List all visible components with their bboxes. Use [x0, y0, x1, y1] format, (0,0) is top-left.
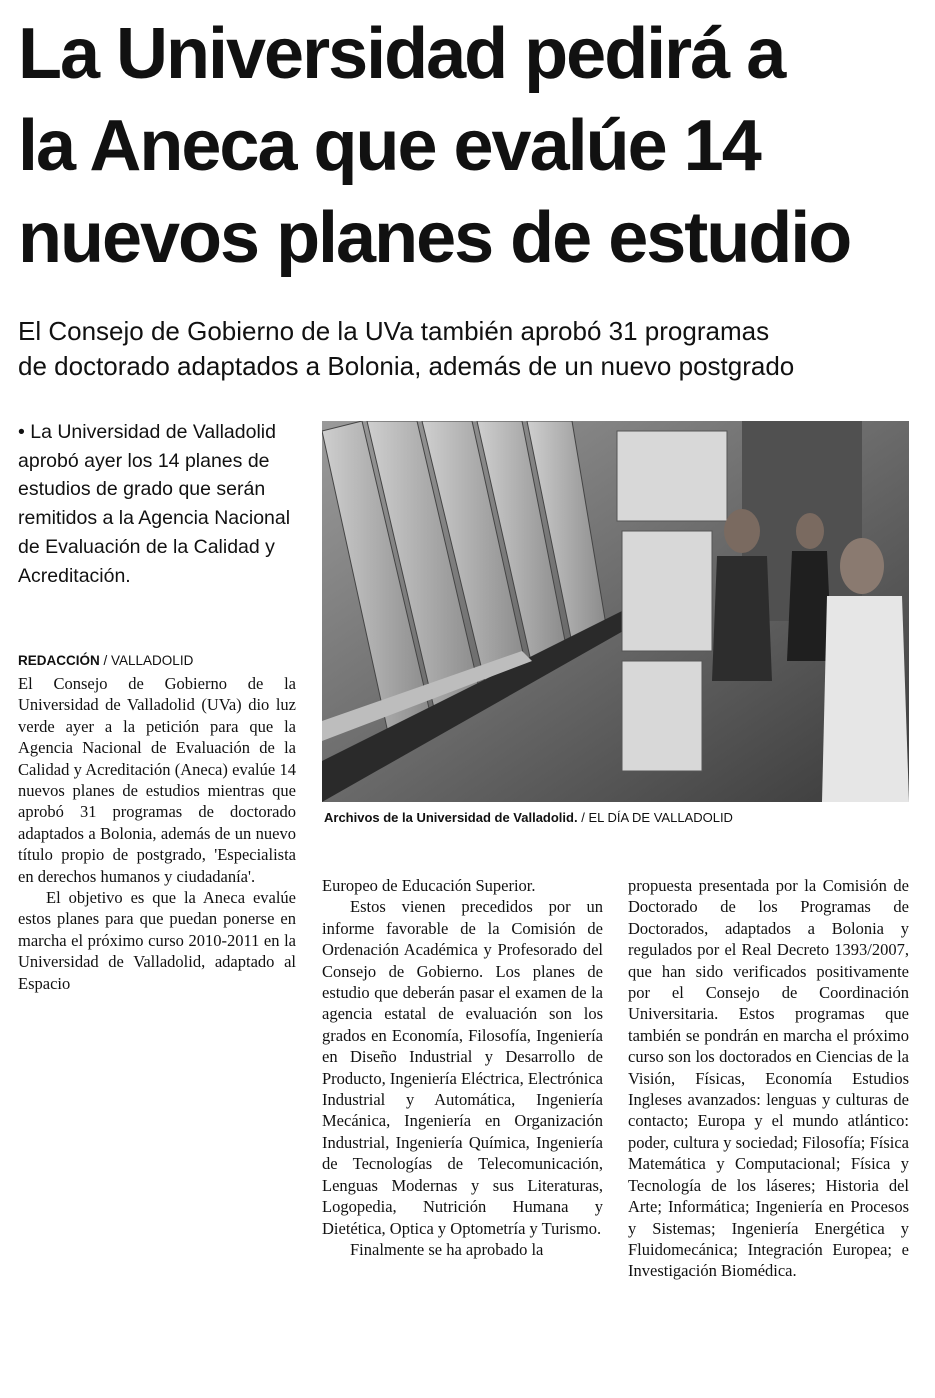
subheadline-line: El Consejo de Gobierno de la UVa también aprobó 31 programas — [18, 316, 770, 346]
article-column-3 — [628, 875, 909, 1282]
photo-caption — [324, 809, 909, 827]
paragraph: Estos vienen precedidos por un informe favorable de la Comisión de Ordenación Académica y Profesorado del Consejo de Gobierno. Los planes de estudio que deberán pasar el examen de la agencia estatal de evaluación son los grados en Economía, Filosofía, Ingeniería en Diseño Industrial y Desarrollo de Producto, Ingeniería Eléctrica, Electrónica Industrial y Automática, Ingeniería Mecánica, Ingeniería en Organización Industrial, Ingeniería Química, Ingeniería de Tecnologías de Telecomunicación, Lenguas Modernas y sus Literaturas, Logopedia, Nutrición Humana y Dietética, Optica y Optometría y Turismo. — [322, 897, 603, 1238]
paragraph: propuesta presentada por la Comisión de Doctorado de los Programas de Doctorados, adaptados a Bolonia y regulados por el Real Decreto 1393/2007, que han sido verificados positivamente por el Consejo de Coordinación Universitaria. Estos programas que también se pondrán en marcha el próximo curso son los doctorados en Ciencias de la Visión, Físicas, Economía Estudios Ingleses avanzados: lenguas y culturas de contacto; Europa y el mundo atlántico: poder, cultura y sociedad; Filosofía; Física Matemática y Computacional; Física y Tecnología de los láseres; Historia del Arte; Informática; Ingeniería en Procesos y Sistemas; Ingeniería Energética y Fluidomecánica; Integración Europea; e Investigación Biomédica. — [628, 876, 909, 1281]
headline-line: La Universidad pedirá a — [18, 14, 785, 94]
article-column-1 — [18, 673, 296, 994]
subheadline — [18, 314, 918, 384]
paragraph: Finalmente se ha aprobado la — [350, 1239, 544, 1259]
headline — [18, 8, 918, 284]
byline-location: / VALLADOLID — [103, 653, 194, 668]
subheadline-line: de doctorado adaptados a Bolonia, además de un nuevo postgrado — [18, 351, 795, 381]
lead-summary: • La Universidad de Valladolid aprobó ayer los 14 planes de estudios de grado que serán remitidos a la Agencia Nacional de Evaluación de la Calidad y Acreditación. — [18, 421, 291, 587]
archive-photo-image — [322, 421, 909, 802]
paragraph: El objetivo es que la Aneca evalúe estos planes para que puedan ponerse en marcha el próximo curso 2010-2011 en la Universidad de Valladolid, adaptado al Espacio — [18, 888, 296, 993]
headline-line: la Aneca que evalúe 14 — [18, 106, 760, 186]
paragraph: El Consejo de Gobierno de la Universidad de Valladolid (UVa) dio luz verde ayer a la petición para que la Agencia Nacional de Evaluación de la Calidad y Acreditación (Aneca) evalúe 14 nuevos planes de estudios mientras que aprobó 31 programas de doctorado adaptados a Bolonia, además de un nuevo título propio de postgrado, 'Especialista en derechos humanos y ciudadanía'. — [18, 674, 296, 886]
archive-photo — [322, 421, 909, 802]
paragraph: Europeo de Educación Superior. — [322, 876, 536, 895]
photo-credit: / EL DÍA DE VALLADOLID — [581, 810, 733, 825]
caption-text: Archivos de la Universidad de Valladolid. — [324, 810, 578, 825]
headline-line: nuevos planes de estudio — [18, 198, 851, 278]
byline — [18, 651, 303, 671]
byline-author: REDACCIÓN — [18, 653, 100, 668]
article-column-2 — [322, 875, 603, 1260]
